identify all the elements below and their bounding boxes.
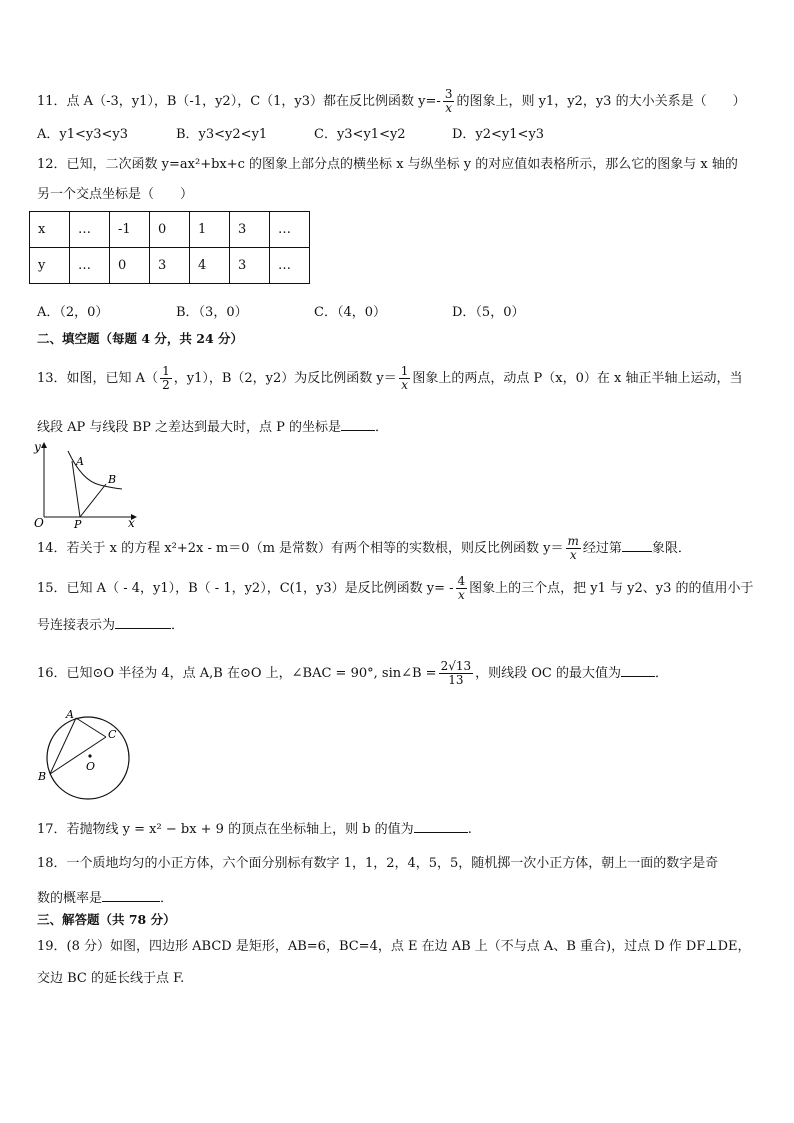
q11-fraction: [443, 88, 455, 115]
q11-stem-c: 3）都在反比例函数 y=-: [301, 94, 441, 109]
q13-half-num: 1: [162, 364, 170, 378]
q15-line2-text: 号连接表示为: [37, 618, 116, 633]
q13-line2: [37, 417, 388, 437]
q14-answer-blank: [622, 538, 652, 552]
q11-stem: [37, 88, 746, 115]
q12-option-b: B．（3，0）: [176, 305, 248, 320]
q11-option-c: C．y3<y1<y2: [314, 127, 406, 142]
table-cell: 3: [230, 248, 270, 284]
table-cell: 3: [150, 248, 190, 284]
q13-fraction: [399, 365, 411, 392]
fig-label-p: P: [74, 518, 82, 529]
q15-stem: [37, 575, 754, 602]
q18-line2-end: ．: [160, 891, 174, 906]
q13-stem: [37, 365, 743, 392]
table-cell: 4: [190, 248, 230, 284]
section-fill-in-heading: 二、填空题（每题 4 分，共 24 分）: [37, 331, 244, 346]
q16-post: ，则线段 OC 的最大值为: [475, 666, 622, 681]
q15-pre: 15．已知 A（ - 4，y1），B（ - 1，y2），C(1，y3）是反比例函数 y= -: [37, 581, 454, 596]
q15-line2: [37, 615, 184, 635]
q11-stem-before: 11．点 A（-3，y: [37, 94, 140, 109]
circle-o: [47, 717, 129, 799]
table-cell: …: [270, 212, 310, 248]
center-dot: [88, 754, 91, 757]
q16-answer-blank: [621, 663, 655, 677]
q16-stem: [37, 660, 668, 687]
q11-option-d: D．y2<y1<y3: [452, 127, 545, 142]
q14-frac-num: m: [567, 534, 579, 548]
table-cell: 3: [230, 212, 270, 248]
q14-post: 经过第: [582, 541, 622, 556]
q14-pre: 14．若关于 x 的方程 x²+2x - m＝0（m 是常数）有两个相等的实数根，则反比例函数 y＝: [37, 541, 564, 556]
q15-answer-blank: [115, 615, 171, 629]
q16-frac-num: 2√13: [440, 659, 472, 673]
q12-option-a: A．（2，0）: [37, 305, 109, 320]
fig-label-b: B: [108, 473, 117, 486]
fig-label-b: B: [38, 770, 47, 783]
q17-answer-blank: [414, 819, 468, 833]
q11-option-a: A．y1<y3<y3: [37, 127, 129, 142]
fig-label-a: A: [76, 455, 84, 468]
q16-end: ．: [655, 666, 669, 681]
table-row: [30, 212, 310, 248]
q13-mid: ，y1），B（2，y2）为反比例函数 y＝: [173, 371, 397, 386]
q11-option-b: B．y3<y2<y1: [176, 127, 268, 142]
q13-answer-blank: [341, 417, 375, 431]
q18-answer-blank: [102, 888, 160, 902]
q15-fraction: [456, 575, 468, 602]
q16-pre: 16．已知⊙O 半径为 4，点 A,B 在⊙O 上，∠BAC = 90°, sin∠B =: [37, 666, 437, 681]
q13-pre: 13．如图，已知 A（: [37, 371, 159, 386]
q11-stem-after: 的图象上，则 y1，y2，y3 的大小关系是（ ）: [456, 94, 746, 109]
q18-line2-text: 数的概率是: [37, 891, 103, 906]
table-cell: …: [270, 248, 310, 284]
table-cell: y: [30, 248, 70, 284]
segment-ac: [76, 718, 106, 737]
table-cell: …: [70, 212, 110, 248]
q13-frac-num: 1: [400, 364, 409, 378]
q12-line2: 另一个交点坐标是（ ）: [37, 187, 194, 202]
q14-end: 象限．: [651, 541, 691, 556]
q17-end: .: [467, 822, 472, 837]
q18-line1: 18．一个质地均匀的小正方体，六个面分别标有数字 1，1，2，4，5，5，随机掷一次小正方体，朝上一面的数字是奇: [37, 856, 719, 871]
fig-label-o: O: [34, 516, 44, 529]
table-cell: -1: [110, 212, 150, 248]
q11-stem-b: 2），C（1，y: [222, 94, 302, 109]
table-row: [30, 248, 310, 284]
q18-line2: [37, 888, 173, 908]
q13-half-den: 2: [162, 378, 170, 392]
q13-figure: [30, 437, 142, 529]
table-cell: 0: [150, 212, 190, 248]
q11-frac-den: x: [445, 101, 453, 115]
q12-line1: 12．已知，二次函数 y=ax²+bx+c 的图象上部分点的横坐标 x 与纵坐标 y 的对应值如表格所示，那么它的图象与 x 轴的: [37, 157, 738, 172]
fig-label-x: x: [128, 516, 135, 529]
q15-frac-num: 4: [457, 574, 466, 588]
q15-line2-end: ．: [171, 618, 185, 633]
q13-line2-text: 线段 AP 与线段 BP 之差达到最大时，点 P 的坐标是: [37, 420, 341, 435]
q14-fraction: [566, 535, 581, 562]
q17-stem: [37, 819, 472, 839]
fig-label-a: A: [66, 708, 74, 721]
q12-option-c: C．（4，0）: [314, 305, 386, 320]
fig-label-o: O: [86, 760, 96, 773]
fig-label-y: y: [34, 440, 41, 454]
q16-figure: [34, 706, 134, 804]
q11-stem-a: 1），B（-1，y: [139, 94, 223, 109]
table-cell: 0: [110, 248, 150, 284]
fig-label-c: C: [108, 728, 117, 741]
section-solution-heading: 三、解答题（共 78 分）: [37, 912, 176, 927]
q13-post: 图象上的两点，动点 P（x，0）在 x 轴正半轴上运动，当: [412, 371, 743, 386]
q13-line2-end: ．: [374, 420, 388, 435]
q15-frac-den: x: [457, 588, 465, 602]
table-cell: 1: [190, 212, 230, 248]
q16-frac-den: 13: [448, 673, 464, 687]
q13-frac-den: x: [401, 378, 408, 392]
q16-fraction: [439, 660, 474, 687]
table-cell: …: [70, 248, 110, 284]
q11-frac-num: 3: [444, 87, 453, 101]
q12-option-d: D．（5，0）: [452, 305, 525, 320]
q19-line1: 19．(8 分）如图，四边形 ABCD 是矩形，AB=6，BC=4，点 E 在边 AB 上（不与点 A、B 重合)，过点 D 作 DF⊥DE，: [37, 939, 751, 954]
q13-half-fraction: [160, 365, 172, 392]
q14-frac-den: x: [569, 548, 577, 562]
q17-pre: 17．若抛物线 y = x² − bx + 9 的顶点在坐标轴上，则 b 的值为: [37, 822, 414, 837]
table-cell: x: [30, 212, 70, 248]
segment-bp: [80, 484, 106, 517]
q15-post: 图象上的三个点，把 y1 与 y2、y3 的的值用小于: [469, 581, 754, 596]
q14-stem: [37, 535, 691, 562]
q19-line2: 交边 BC 的延长线于点 F.: [37, 971, 185, 986]
q12-value-table: [29, 211, 310, 284]
